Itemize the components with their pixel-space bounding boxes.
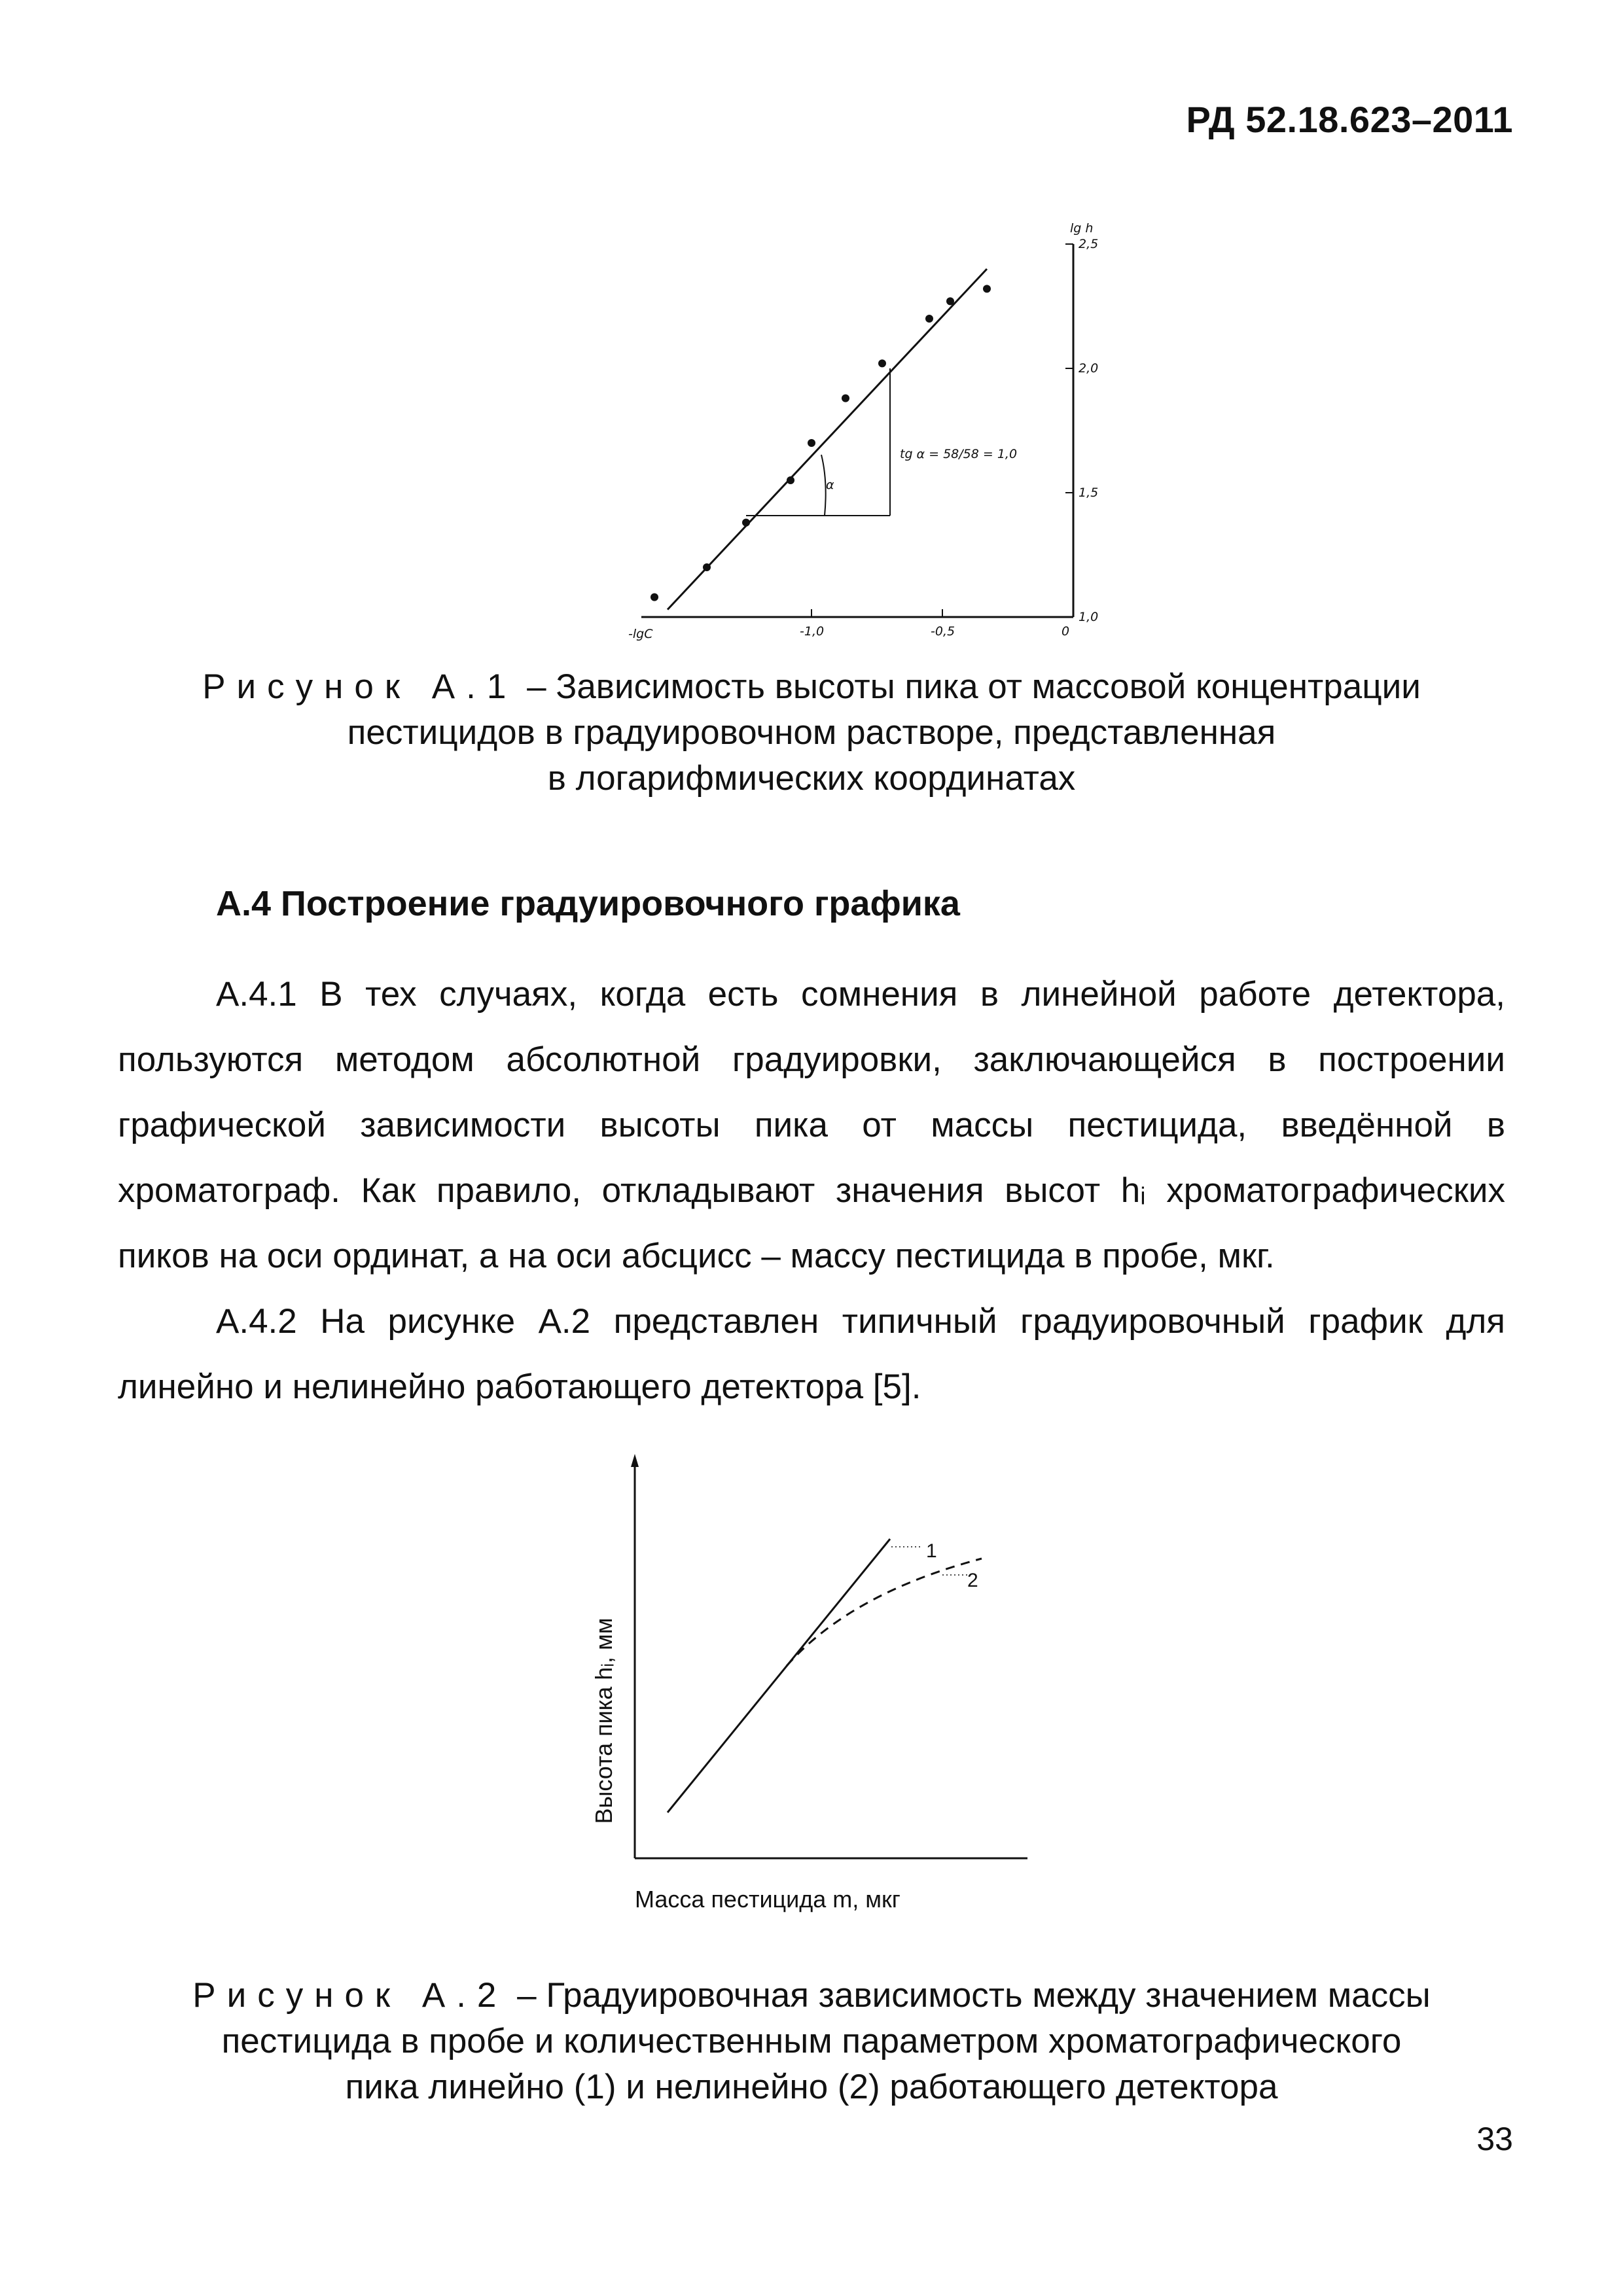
data-point xyxy=(703,563,711,571)
data-point xyxy=(946,297,954,305)
angle-label: α xyxy=(826,478,834,492)
y-axis-label: Высота пика hᵢ, мм xyxy=(590,1617,617,1824)
caption-dash: – xyxy=(527,667,546,706)
figure-2-svg xyxy=(576,1446,1047,1917)
caption-text: Градуировочная зависимость между значением массы xyxy=(546,1976,1431,2015)
series-1-label: 1 xyxy=(926,1540,937,1562)
figure-2-chart xyxy=(576,1446,1047,1917)
y-tick-label: 2,5 xyxy=(1079,237,1099,251)
paragraph-a41 xyxy=(118,962,1505,1289)
data-point xyxy=(651,593,658,601)
x-axis-label: -lgC xyxy=(628,627,653,641)
data-point xyxy=(878,359,886,367)
paragraph-a42 xyxy=(118,1289,1505,1420)
page-number: 33 xyxy=(1476,2121,1513,2157)
caption-label: Рисунок А.2 xyxy=(192,1976,508,2015)
x-tick-label: -0,5 xyxy=(931,624,955,639)
series-2-line xyxy=(787,1559,982,1666)
caption-line-3: в логарифмических координатах xyxy=(547,759,1076,798)
data-point xyxy=(925,315,933,323)
x-tick-label: 0 xyxy=(1061,624,1070,639)
caption-line-1 xyxy=(118,664,1505,710)
caption-line-2: пестицидов в градуировочном растворе, представленная xyxy=(347,713,1276,752)
data-point xyxy=(787,476,794,484)
y-tick-label: 2,0 xyxy=(1079,361,1099,376)
caption-dash: – xyxy=(517,1976,537,2015)
x-axis-label: Масса пестицида m, мкг xyxy=(635,1886,901,1913)
paragraph-a42-text: А.4.2 На рисунке А.2 представлен типичный градуировочный график для линейно и нелинейно работающего детектора [5]. xyxy=(118,1302,1505,1406)
fit-line xyxy=(668,269,987,610)
series-2-label: 2 xyxy=(967,1570,978,1591)
angle-arc xyxy=(821,455,826,516)
y-axis-label: lg h xyxy=(1070,221,1094,236)
x-tick-label: -1,0 xyxy=(800,624,825,639)
paragraph-a41-text: А.4.1 В тех случаях, когда есть сомнения в линейной работе детектора, пользуются методом абсолютной градуировки, заключающейся в построении графической зависимости высоты пика от массы пестицида, введённой в хроматограф. Как правило, откладывают значения высот hᵢ хроматографических пиков на оси ординат, а на оси абсцисс – массу пестицида в пробе, мкг. xyxy=(118,975,1505,1275)
series-1-line xyxy=(668,1539,890,1812)
caption-line-2: пестицида в пробе и количественным параметром хроматографического xyxy=(221,2022,1402,2060)
figure-1-caption xyxy=(118,664,1505,802)
data-point xyxy=(808,439,815,447)
data-point xyxy=(742,519,750,527)
caption-line-1 xyxy=(118,1973,1505,2019)
slope-annotation: tg α = 58/58 = 1,0 xyxy=(900,447,1018,461)
document-code: РД 52.18.623–2011 xyxy=(1186,99,1513,140)
data-point xyxy=(842,395,849,402)
figure-1-chart xyxy=(602,206,1152,651)
y-axis-arrow xyxy=(631,1454,639,1467)
data-point xyxy=(983,285,991,292)
section-heading: А.4 Построение градуировочного графика xyxy=(216,884,960,923)
caption-line-3: пика линейно (1) и нелинейно (2) работающего детектора xyxy=(345,2068,1278,2106)
figure-1-svg xyxy=(602,206,1152,651)
y-tick-label: 1,5 xyxy=(1079,486,1099,500)
y-tick-label: 1,0 xyxy=(1079,610,1099,624)
figure-2-caption xyxy=(118,1973,1505,2110)
caption-label: Рисунок А.1 xyxy=(202,667,518,706)
caption-text: Зависимость высоты пика от массовой концентрации xyxy=(556,667,1421,706)
